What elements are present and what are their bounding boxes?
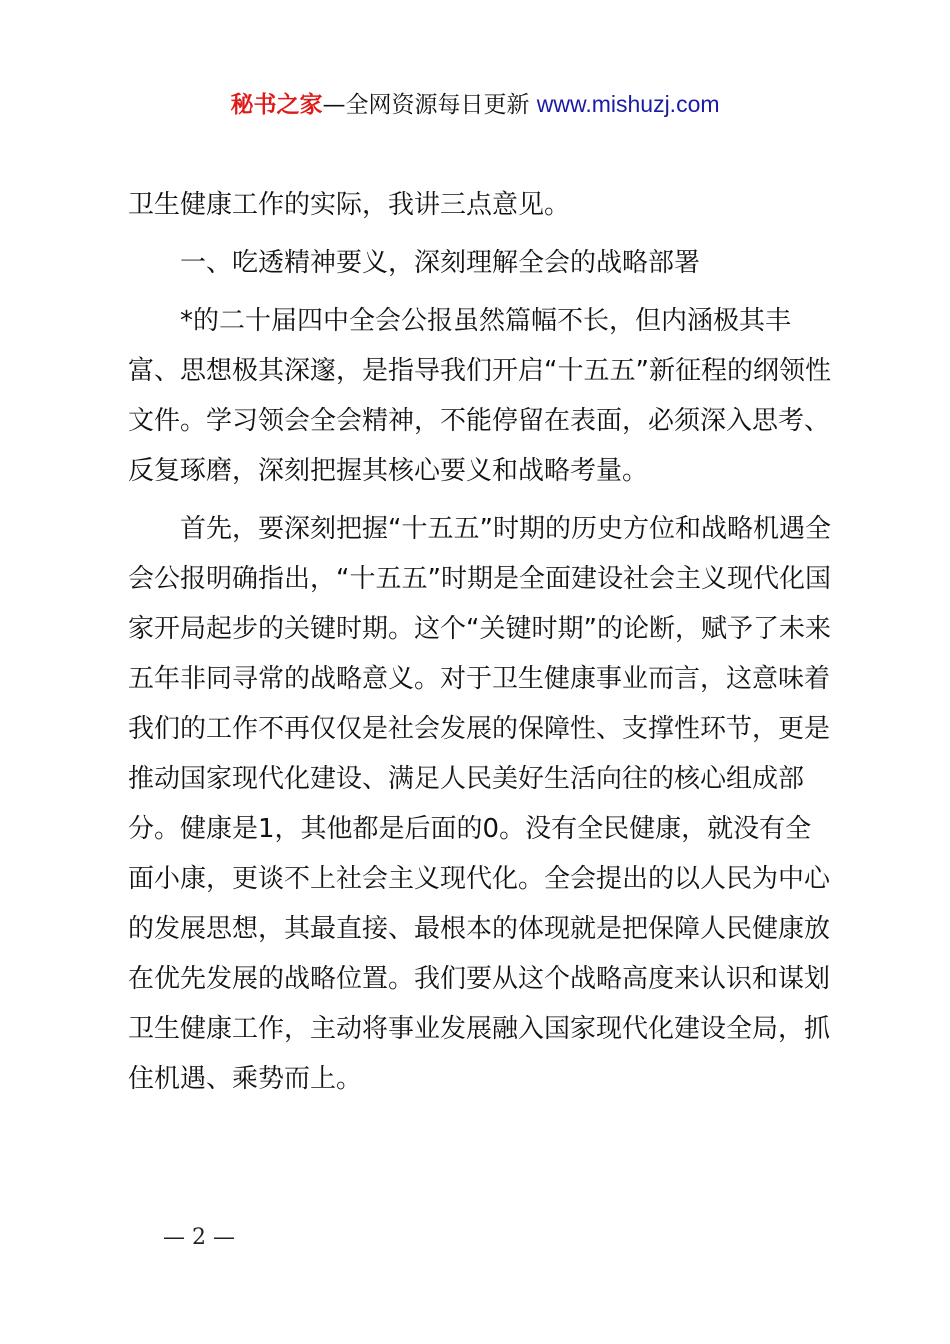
site-url-link[interactable]: www.mishuzj.com [536,91,720,117]
paragraph-continuation: 卫生健康工作的实际，我讲三点意见。 [128,190,571,220]
paragraph: *的二十届四中全会公报虽然篇幅不长，但内涵极其丰富、思想极其深邃，是指导我们开启“十五五”新征程的纲领性文件。学习领会全会精神，不能停留在表面，必须深入思考、反复琢磨，深刻把握其核心要义和战略考量。 [128,306,831,486]
paragraph: 首先，要深刻把握“十五五”时期的历史方位和战略机遇全会公报明确指出，“十五五”时期是全面建设社会主义现代化国家开局起步的关键时期。这个“关键时期”的论断，赋予了未来五年非同寻常的战略意义。对于卫生健康事业而言，这意味着我们的工作不再仅仅是社会发展的保障性、支撑性环节，更是推动国家现代化建设、满足人民美好生活向往的核心组成部分。健康是1，其他都是后面的0。没有全民健康，就没有全面小康，更谈不上社会主义现代化。全会提出的以人民为中心的发展思想，其最直接、最根本的体现就是把保障人民健康放在优先发展的战略位置。我们要从这个战略高度来认识和谋划卫生健康工作，主动将事业发展融入国家现代化建设全局，抓住机遇、乘势而上。 [128,514,831,1094]
page-number: — 2 — [163,1225,235,1250]
document-body [128,180,834,1104]
site-tagline: —全网资源每日更新 [322,92,537,118]
site-header [0,88,950,121]
section-heading: 一、吃透精神要义，深刻理解全会的战略部署 [180,248,701,278]
site-brand: 秘书之家 [230,92,323,118]
